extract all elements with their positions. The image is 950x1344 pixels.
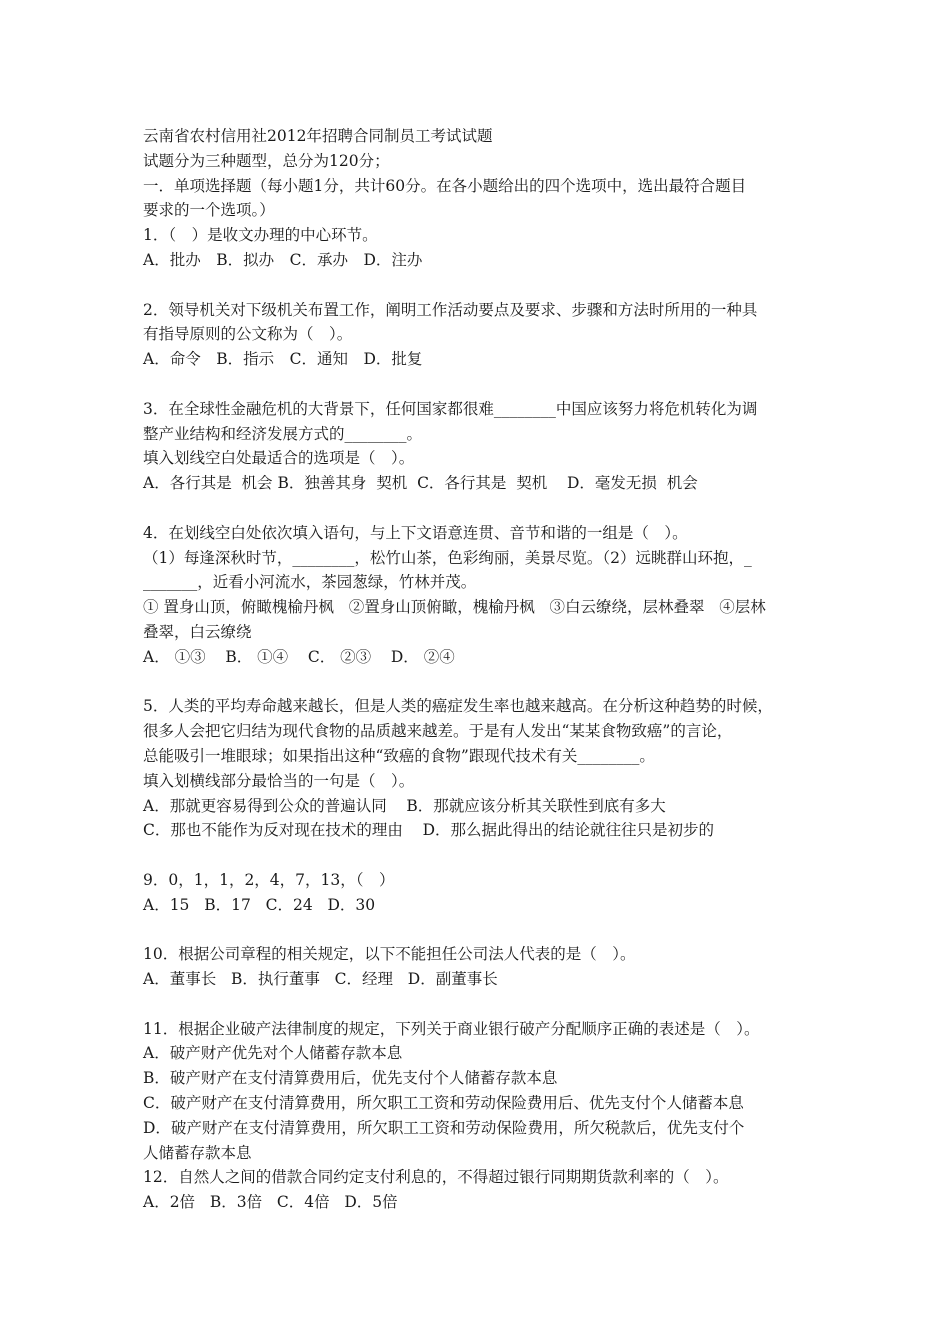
section-heading: 一．单项选择题（每小题1分，共计60分。在各小题给出的四个选项中，选出最符合题目 [143, 176, 747, 195]
question-5-options-cd: C．那也不能作为反对现在技术的理由 D．那么据此得出的结论就往往只是初步的 [143, 821, 714, 840]
question-5-stem: 5．人类的平均寿命越来越长，但是人类的癌症发生率也越来越高。在分析这种趋势的时候， [143, 697, 773, 716]
question-11-option-d: D．破产财产在支付清算费用，所欠职工工资和劳动保险费用，所欠税款后，优先支付个 [143, 1118, 745, 1137]
question-5-prompt: 填入划横线部分最恰当的一句是（ ）。 [143, 771, 415, 790]
question-11-stem: 11．根据企业破产法律制度的规定，下列关于商业银行破产分配顺序正确的表述是（ ）。 [143, 1019, 760, 1038]
question-4-choices-cont: 叠翠，白云缭绕 [143, 622, 252, 641]
question-11-option-c: C．破产财产在支付清算费用，所欠职工工资和劳动保险费用后、优先支付个人储蓄本息 [143, 1094, 744, 1113]
question-3-prompt: 填入划线空白处最适合的选项是（ ）。 [143, 449, 415, 468]
question-3-stem: 3．在全球性金融危机的大背景下，任何国家都很难________中国应该努力将危机转化为调 [143, 399, 758, 418]
spacer [143, 273, 815, 298]
spacer [143, 372, 815, 397]
question-5-stem-cont2: 总能吸引一堆眼球；如果指出这种“致癌的食物”跟现代技术有关________。 [143, 746, 655, 765]
document-title: 云南省农村信用社2012年招聘合同制员工考试试题 [143, 127, 493, 145]
question-12-options: A．2倍 B．3倍 C．4倍 D．5倍 [143, 1193, 398, 1212]
spacer [143, 496, 815, 521]
exam-intro: 试题分为三种题型，总分为120分； [143, 151, 390, 170]
question-3-options: A．各行其是 机会 B．独善其身 契机 C．各行其是 契机 D．毫发无损 机会 [143, 474, 698, 493]
spacer [143, 843, 815, 868]
question-2-options: A．命令 B．指示 C．通知 D．批复 [143, 350, 423, 369]
question-3-stem-cont: 整产业结构和经济发展方式的________。 [143, 424, 423, 443]
section-heading-cont: 要求的一个选项。） [143, 201, 275, 220]
spacer [143, 918, 815, 943]
question-11-option-a: A．破产财产优先对个人储蓄存款本息 [143, 1044, 403, 1063]
question-1-options: A．批办 B．拟办 C．承办 D．注办 [143, 250, 423, 269]
question-4-passage-cont: _______，近看小河流水，茶园葱绿，竹林并茂。 [143, 573, 477, 592]
question-5-stem-cont: 很多人会把它归结为现代食物的品质越来越差。于是有人发出“某某食物致癌”的言论， [143, 722, 733, 741]
question-9-options: A．15 B．17 C．24 D．30 [143, 895, 376, 914]
spacer [143, 670, 815, 695]
question-10-stem: 10．根据公司章程的相关规定，以下不能担任公司法人代表的是（ ）。 [143, 945, 636, 964]
question-11-option-d-cont: 人储蓄存款本息 [143, 1143, 252, 1162]
document-body [143, 124, 815, 1215]
question-4-choices: ① 置身山顶，俯瞰槐榆丹枫 ②置身山顶俯瞰，槐榆丹枫 ③白云缭绕，层林叠翠 ④层林 [143, 598, 766, 617]
question-2-stem: 2．领导机关对下级机关布置工作，阐明工作活动要点及要求、步骤和方法时所用的一种具 [143, 300, 758, 319]
question-4-options: A． ①③ B． ①④ C． ②③ D． ②④ [143, 647, 455, 666]
question-4-stem: 4．在划线空白处依次填入语句，与上下文语意连贯、音节和谐的一组是（ ）。 [143, 523, 688, 542]
question-9-stem: 9．0，1，1，2，4，7，13，（ ） [143, 870, 395, 889]
question-12-stem: 12．自然人之间的借款合同约定支付利息的，不得超过银行同期期货款利率的（ ）。 [143, 1168, 729, 1187]
question-4-passage: （1）每逢深秋时节，________，松竹山茶，色彩绚丽，美景尽览。（2）远眺群山环抱，_ [143, 548, 752, 567]
question-2-stem-cont: 有指导原则的公文称为（ ）。 [143, 325, 353, 344]
question-10-options: A．董事长 B．执行董事 C．经理 D．副董事长 [143, 970, 498, 989]
spacer [143, 992, 815, 1017]
question-11-option-b: B．破产财产在支付清算费用后，优先支付个人储蓄存款本息 [143, 1069, 558, 1088]
question-1-stem: 1．（ ）是收文办理的中心环节。 [143, 226, 378, 245]
question-5-options-ab: A．那就更容易得到公众的普遍认同 B．那就应该分析其关联性到底有多大 [143, 796, 666, 815]
